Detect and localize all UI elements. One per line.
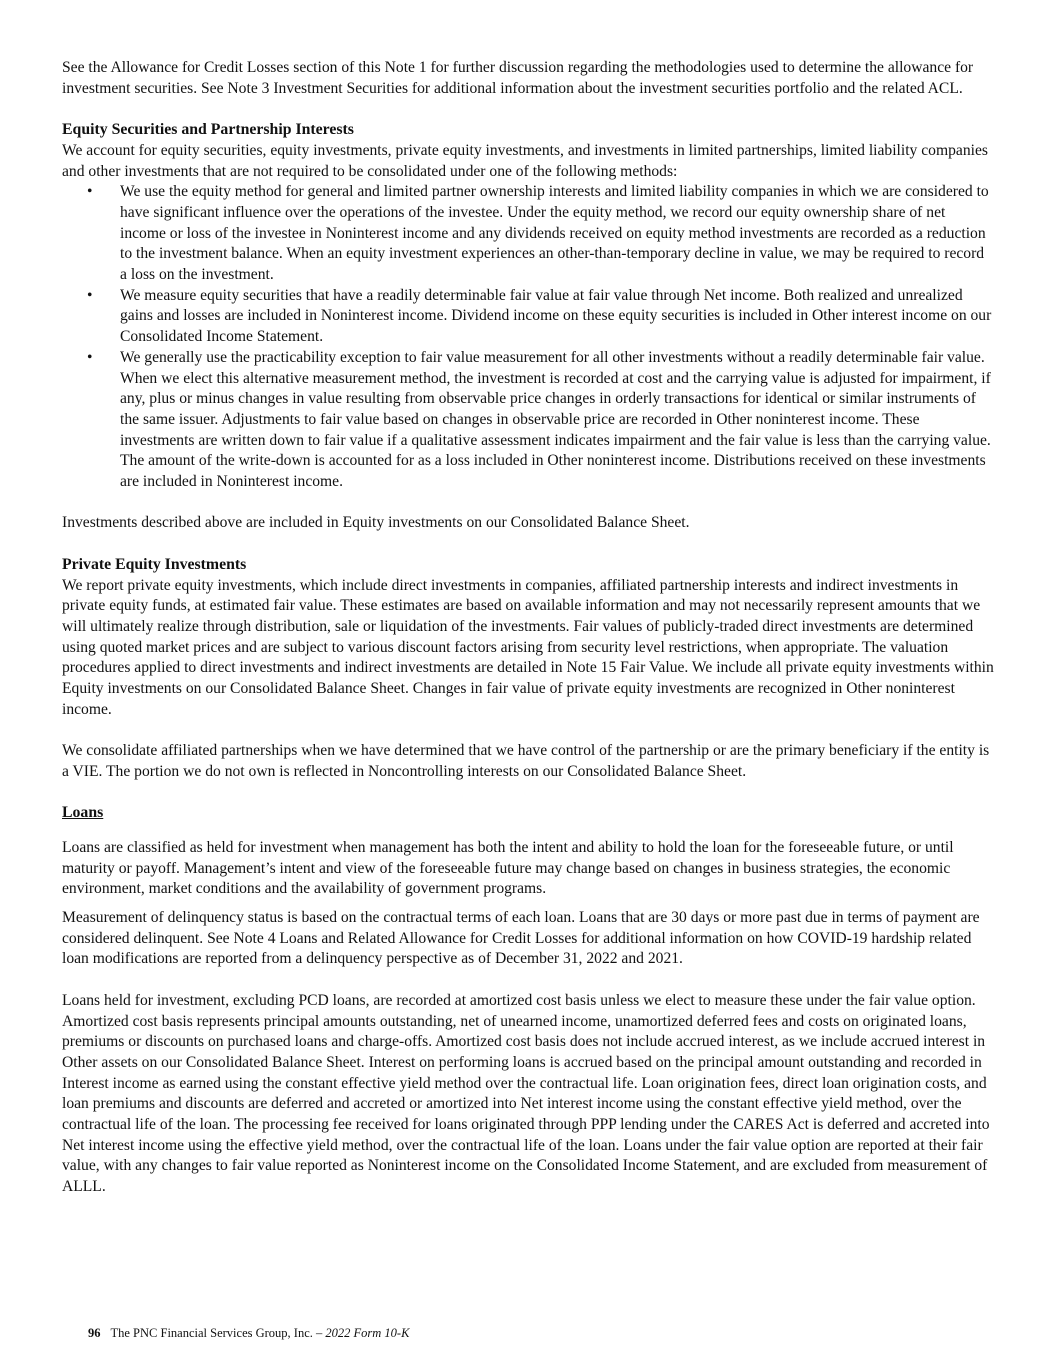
equity-securities-intro: We account for equity securities, equity investments, private equity investments, and investments in limited partnerships, limited liability companies and other investments that are not required to be consolidated under one of the following methods: bbox=[62, 141, 988, 180]
list-item-text: We generally use the practicability exception to fair value measurement for all other investments without a readily determinable fair value. When we elect this alternative measurement method, the investment is recorded at cost and the carrying value is adjusted for impairment, if any, plus or minus changes in value resulting from observable price changes in orderly transactions for identical or similar instruments of the same issuer. Adjustments to fair value based on changes in observable price are recorded in Other noninterest income. These investments are written down to fair value if a qualitative assessment indicates impairment and the fair value is less than the carrying value. The amount of the write-down is accounted for as a loss included in Other noninterest income. Distributions received on these investments are included in Noninterest income. bbox=[120, 348, 991, 491]
bullet-icon: • bbox=[87, 286, 93, 304]
page-footer bbox=[88, 1325, 409, 1341]
footer-company: The PNC Financial Services Group, Inc. – bbox=[110, 1326, 323, 1340]
loans-heading: Loans bbox=[62, 804, 104, 822]
equity-methods-list bbox=[62, 182, 994, 493]
list-item bbox=[62, 286, 994, 348]
private-equity-heading: Private Equity Investments bbox=[62, 555, 247, 573]
intro-paragraph: See the Allowance for Credit Losses section of this Note 1 for further discussion regarding the methodologies used to determine the allowance for investment securities. See Note 3 Investment Securities for additional information about the investment securities portfolio and the related ACL. bbox=[62, 59, 974, 97]
list-item bbox=[62, 182, 994, 286]
page-number: 96 bbox=[88, 1326, 101, 1340]
private-equity-paragraph-1: We report private equity investments, which include direct investments in companies, affiliated partnership interests and indirect investments in private equity funds, at estimated fair value. These estimates are based on available information and may not necessarily represent amounts that we will ultimately realize through distribution, sale or liquidation of the investments. Fair values of publicly-traded direct investments are determined using quoted market prices and are subject to various discount factors arising from security level restrictions, when appropriate. The valuation procedures applied to direct investments and indirect investments are detailed in Note 15 Fair Value. We include all private equity investments within Equity investments on our Consolidated Balance Sheet. Changes in fair value of private equity investments are recognized in Other noninterest income. bbox=[62, 576, 994, 718]
bullet-icon: • bbox=[87, 348, 93, 366]
loans-paragraph-3: Loans held for investment, excluding PCD loans, are recorded at amortized cost basis unless we elect to measure these under the fair value option. Amortized cost basis represents principal amounts outstanding, net of unearned income, unamortized deferred fees and costs on originated loans, premiums or discounts on purchased loans and charge-offs. Amortized cost basis does not include accrued interest, as we include accrued interest in Other assets on our Consolidated Balance Sheet. Interest on performing loans is accrued based on the principal amount outstanding and recorded in Interest income as earned using the constant effective yield method over the contractual life. Loan origination fees, direct loan origination costs, and loan premiums and discounts are deferred and accreted or amortized into Net interest income using the constant effective yield method, over the contractual life of the loan. The processing fee received for loans originated through PPP lending under the CARES Act is deferred and accreted into Net interest income using the effective yield method, over the contractual life of the loan. Loans under the fair value option are reported at their fair value, with any changes to fair value reported as Noninterest income on the Consolidated Income Statement, and are excluded from measurement of ALLL. bbox=[62, 991, 990, 1196]
list-item-text: We use the equity method for general and limited partner ownership interests and limited liability companies in which we are considered to have significant influence over the operations of the investee. Under the equity method, we record our equity ownership share of net income or loss of the investee in Noninterest income and any dividends received on equity method investments are recorded as a reduction to the investment balance. When an equity investment experiences an other-than-temporary decline in value, we may be required to record a loss on the investment. bbox=[120, 183, 989, 284]
bullet-icon: • bbox=[87, 183, 93, 201]
list-item bbox=[62, 348, 994, 493]
equity-closing-paragraph: Investments described above are included in Equity investments on our Consolidated Balance Sheet. bbox=[62, 514, 690, 532]
loans-paragraph-1: Loans are classified as held for investment when management has both the intent and ability to hold the loan for the foreseeable future, or until maturity or payoff. Management’s intent and view of the foreseeable future may change based on changes in business strategies, the economic environment, market conditions and the availability of government programs. bbox=[62, 838, 954, 898]
equity-securities-heading: Equity Securities and Partnership Interests bbox=[62, 121, 354, 139]
loans-paragraph-2: Measurement of delinquency status is based on the contractual terms of each loan. Loans that are 30 days or more past due in terms of payment are considered delinquent. See Note 4 Loans and Related Allowance for Credit Losses for additional information on how COVID-19 hardship related loan modifications are reported from a delinquency perspective as of December 31, 2022 and 2021. bbox=[62, 909, 980, 968]
document-page bbox=[62, 58, 994, 1198]
private-equity-paragraph-2: We consolidate affiliated partnerships when we have determined that we have control of the partnership or are the primary beneficiary if the entity is a VIE. The portion we do not own is reflected in Noncontrolling interests on our Consolidated Balance Sheet. bbox=[62, 742, 990, 780]
list-item-text: We measure equity securities that have a readily determinable fair value at fair value through Net income. Both realized and unrealized gains and losses are included in Noninterest income. Dividend income on these equity securities is included in Other interest income on our Consolidated Income Statement. bbox=[120, 286, 992, 346]
footer-form: 2022 Form 10-K bbox=[325, 1326, 410, 1340]
